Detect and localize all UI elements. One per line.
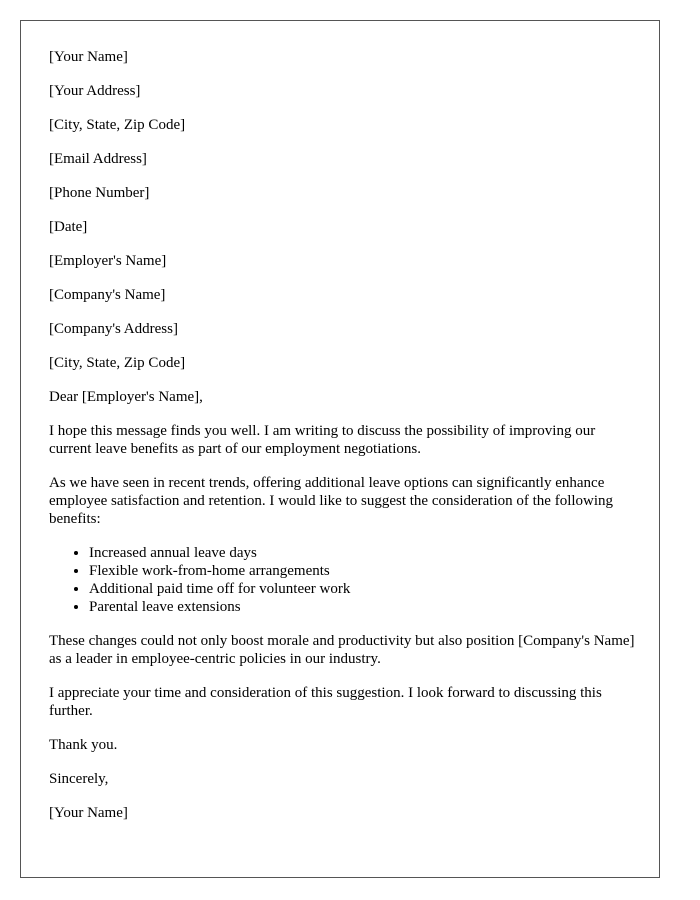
letter-content (49, 48, 639, 838)
closing-signoff: Sincerely, (49, 771, 109, 787)
benefit-item: • Additional paid time off for volunteer work (89, 580, 639, 598)
recipient-company-name: [Company's Name] (49, 287, 166, 303)
sender-email: [Email Address] (49, 151, 147, 167)
body-paragraph-4: I appreciate your time and consideration of this suggestion. I look forward to discussing this further. (49, 685, 602, 719)
salutation: Dear [Employer's Name], (49, 389, 203, 405)
benefit-item: • Flexible work-from-home arrangements (89, 562, 639, 580)
sender-address: [Your Address] (49, 83, 141, 99)
recipient-employer-name: [Employer's Name] (49, 253, 167, 269)
benefit-item: • Parental leave extensions (89, 598, 639, 616)
benefit-item: • Increased annual leave days (89, 544, 639, 562)
recipient-city-state-zip: [City, State, Zip Code] (49, 355, 186, 371)
body-paragraph-3: These changes could not only boost morale and productivity but also position [Company's Name] as a leader in employee-centric policies in our industry. (49, 633, 635, 667)
sender-city-state-zip: [City, State, Zip Code] (49, 117, 186, 133)
letter-page (20, 20, 660, 878)
body-paragraph-1: I hope this message finds you well. I am writing to discuss the possibility of improving our current leave benefits as part of our employment negotiations. (49, 423, 596, 457)
sender-name: [Your Name] (49, 49, 128, 65)
benefits-list (49, 544, 639, 616)
closing-thanks: Thank you. (49, 737, 118, 753)
signature-name: [Your Name] (49, 805, 128, 821)
recipient-company-address: [Company's Address] (49, 321, 178, 337)
sender-phone: [Phone Number] (49, 185, 150, 201)
letter-date: [Date] (49, 219, 88, 235)
body-paragraph-2: As we have seen in recent trends, offering additional leave options can significantly enhance employee satisfaction and retention. I would like to suggest the consideration of the following benefits: (49, 475, 614, 527)
